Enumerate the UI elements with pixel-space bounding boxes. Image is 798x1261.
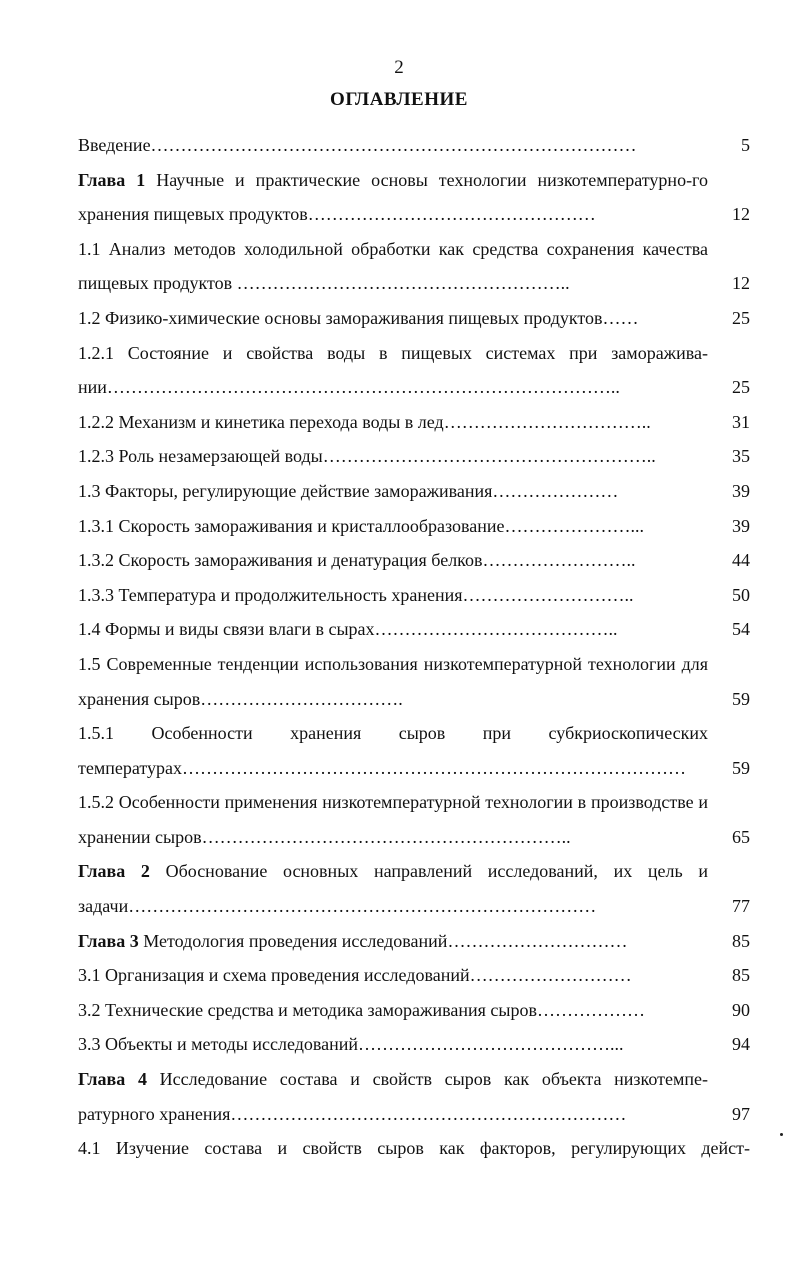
toc-page-number: 65 [732, 826, 750, 847]
toc-entry-title: Обоснование основных направлений исследований, их цель и задачи…………………………………………………………………… [78, 861, 708, 917]
toc-page-number: 5 [741, 135, 750, 155]
toc-entry-text [78, 854, 750, 923]
toc-entry-text [78, 1062, 750, 1131]
toc-entry-title: Научные и практические основы технологии низкотемпературно-го хранения пищевых продуктов………………………………………… [78, 169, 708, 225]
toc-entry-text [78, 232, 750, 301]
toc-page-number: 54 [732, 619, 750, 640]
toc-entry [78, 924, 750, 959]
toc-page-number: 85 [732, 965, 750, 986]
toc-entry-title: 1.5 Современные тенденции использования низкотемпературной технологии для хранения сыров……………………………. [78, 653, 708, 709]
toc-page-number: 44 [732, 550, 750, 571]
toc-page-number: 25 [732, 307, 750, 328]
toc-entry-text [78, 1131, 750, 1166]
toc-entry [78, 509, 750, 544]
toc-entry-title: Введение……………………………………………………………………… [78, 135, 637, 155]
toc-page-number: 25 [732, 377, 750, 398]
toc-entry-text [78, 163, 750, 232]
toc-entry-text [78, 405, 750, 440]
toc-entry-title: 1.1 Анализ методов холодильной обработки как средства сохранения качества пищевых продуктов ……………………………………………….. [78, 238, 708, 294]
toc-entry-text [78, 958, 750, 993]
toc-entry-text [78, 647, 750, 716]
toc-entry [78, 1131, 750, 1166]
toc-page-number: 94 [732, 1034, 750, 1055]
toc-entry-title: 1.3.2 Скорость замораживания и денатурация белков…………………….. [78, 550, 636, 571]
toc-entry-text [78, 128, 750, 163]
toc-entry-title: 3.2 Технические средства и методика замораживания сыров……………… [78, 999, 645, 1020]
toc-entry-title: Исследование состава и свойств сыров как объекта низкотемпе-ратурного хранения………………………………………………………… [78, 1069, 709, 1124]
toc-page-number: 85 [732, 930, 750, 951]
toc-entry [78, 578, 750, 613]
toc-chapter-label: Глава 3 [78, 930, 139, 951]
toc-page-number: 31 [732, 411, 750, 432]
toc-entry [78, 543, 750, 578]
toc-entry [78, 993, 750, 1028]
toc-entry-title: 1.4 Формы и виды связи влаги в сырах………………………………….. [78, 619, 618, 640]
toc-entry [78, 301, 750, 336]
toc-entry-title: 1.5.2 Особенности применения низкотемпературной технологии в производстве и хранении сыров…………………………………………………….. [78, 792, 708, 847]
toc-entry-title: Методология проведения исследований………………………… [138, 930, 628, 951]
toc-entry [78, 612, 750, 647]
toc-entry [78, 128, 750, 163]
toc-chapter-label: Глава 1 [78, 169, 146, 190]
toc-page-number: 12 [732, 273, 750, 294]
toc-entry-text [78, 474, 750, 509]
toc-page-number: 59 [732, 757, 750, 778]
toc-entry [78, 785, 750, 854]
toc-entry [78, 716, 750, 785]
toc-entry-text [78, 543, 750, 578]
toc-entry-text [78, 612, 750, 647]
toc-entry-text [78, 336, 750, 405]
toc-entry-text [78, 924, 750, 959]
toc-entry-text [78, 301, 750, 336]
toc-page-number: 97 [732, 1103, 750, 1124]
toc-page-number: 50 [732, 584, 750, 605]
toc-entry-title: 1.2.1 Состояние и свойства воды в пищевых системах при заморажива-нии………………………………………………………………………….. [78, 342, 708, 398]
toc-page-number: 39 [732, 515, 750, 536]
toc-entry [78, 958, 750, 993]
toc-chapter-label: Глава 4 [78, 1069, 147, 1090]
toc-entry-text [78, 439, 750, 474]
toc-entry [78, 1027, 750, 1062]
toc-entry [78, 647, 750, 716]
toc-entry-title: 1.2 Физико-химические основы замораживания пищевых продуктов…… [78, 307, 639, 328]
toc-entry-title: 1.2.2 Механизм и кинетика перехода воды в лед…………………………….. [78, 411, 651, 432]
toc-entry-title: 1.5.1 Особенности хранения сыров при субкриоскопических температурах………………………………………………………………………… [78, 723, 708, 778]
page-title: ОГЛАВЛЕНИЕ [330, 89, 468, 110]
toc-entry-title: 4.1 Изучение состава и свойств сыров как факторов, регулирующих дейст- [78, 1138, 750, 1159]
toc-entry [78, 854, 750, 923]
toc-page-number: 12 [732, 204, 750, 225]
toc-entry [78, 474, 750, 509]
toc-entry-text [78, 716, 750, 785]
toc-entry [78, 1062, 750, 1131]
toc-entry-text [78, 509, 750, 544]
page-number: 2 [394, 57, 404, 78]
toc-entry-title: 1.3 Факторы, регулирующие действие замораживания………………… [78, 480, 619, 501]
toc-entry-text [78, 578, 750, 613]
toc-entry-title: 1.2.3 Роль незамерзающей воды……………………………………………….. [78, 446, 656, 467]
toc-page-number: 35 [732, 446, 750, 467]
table-of-contents [78, 128, 750, 1166]
toc-entry-text [78, 785, 750, 854]
toc-entry-text [78, 993, 750, 1028]
toc-page-number: 39 [732, 480, 750, 501]
toc-entry-title: 1.3.3 Температура и продолжительность хранения……………………….. [78, 584, 634, 605]
stray-mark [780, 1133, 783, 1136]
toc-entry [78, 405, 750, 440]
toc-entry-text [78, 1027, 750, 1062]
toc-chapter-label: Глава 2 [78, 861, 150, 882]
toc-entry-title: 3.3 Объекты и методы исследований……………………………………... [78, 1034, 624, 1055]
toc-page-number: 77 [732, 896, 750, 917]
toc-entry [78, 232, 750, 301]
toc-page-number: 90 [732, 999, 750, 1020]
toc-entry [78, 439, 750, 474]
toc-entry-title: 3.1 Организация и схема проведения исследований……………………… [78, 965, 632, 986]
toc-page-number: 59 [732, 688, 750, 709]
toc-entry [78, 163, 750, 232]
toc-entry-title: 1.3.1 Скорость замораживания и кристаллообразование…………………... [78, 515, 645, 536]
toc-entry [78, 336, 750, 405]
